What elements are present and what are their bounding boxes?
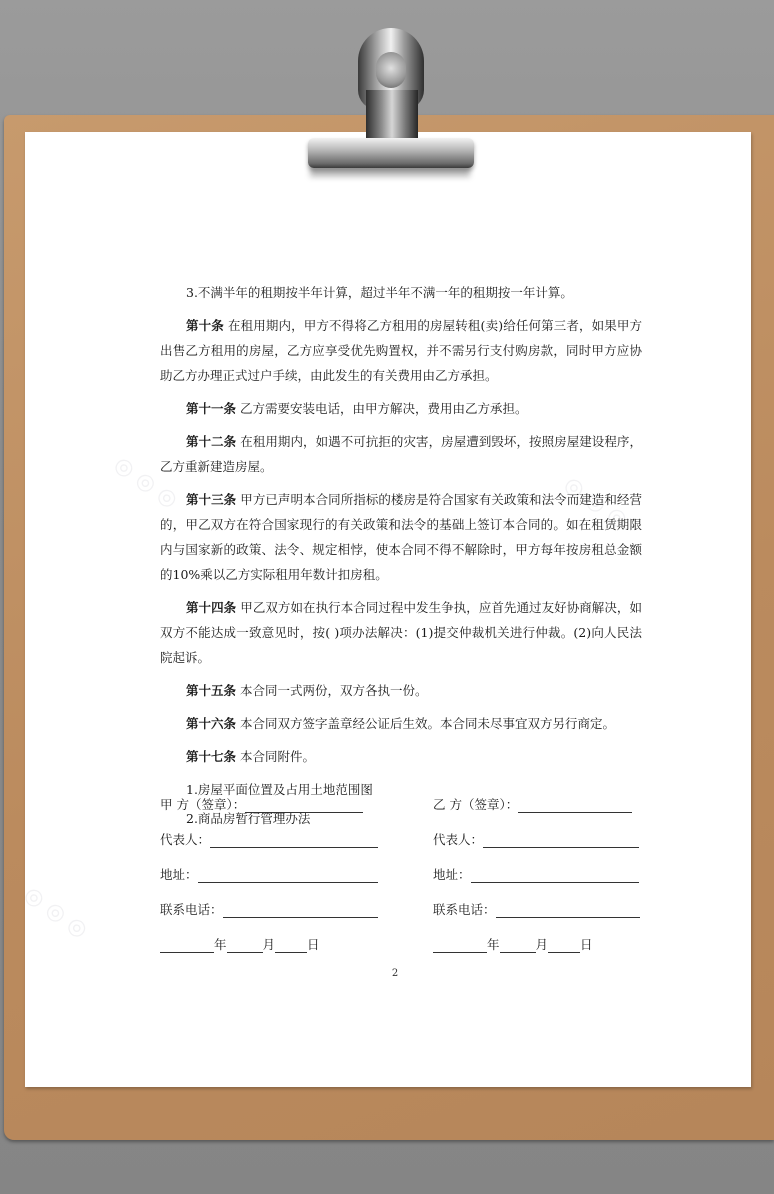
article-number: 第十五条 [186, 683, 237, 698]
party-b-representative: 代表人： [433, 830, 639, 850]
party-a-signature-line[interactable] [245, 796, 363, 813]
attachment-item: 1.房屋平面位置及占用土地范围图 [186, 782, 373, 797]
page-number: 2 [391, 968, 399, 979]
clause-paragraph: 第十条 在租用期内，甲方不得将乙方租用的房屋转租(卖)给任何第三者，如果甲方出售乙方租用的房屋，乙方应享受优先购置权，并不需另行支付购房款，同时甲方应协助乙方办理正式过户手续，由此发生的有关费用由乙方承担。 [160, 318, 642, 383]
date-day-line[interactable] [275, 936, 307, 953]
party-b-date: 年 月 日 [433, 935, 593, 955]
party-b-phone: 联系电话： [433, 900, 640, 920]
party-a-date: 年 月 日 [160, 935, 320, 955]
binder-clip-icon [300, 22, 480, 182]
date-month-line[interactable] [227, 936, 263, 953]
article-number: 第十一条 [186, 401, 237, 416]
clause-paragraph: 第十三条 甲方已声明本合同所指标的楼房是符合国家有关政策和法令而建造和经营的，甲乙双方在符合国家现行的有关政策和法令的基础上签订本合同的。如在租赁期限内与国家新的政策、法令、规定相悖，使本合同不得不解除时，甲方每年按房租总金额的10%乘以乙方实际租用年数计扣房租。 [160, 492, 642, 582]
watermark: ◎ ◎ ◎ [19, 881, 93, 944]
date-year-line[interactable] [160, 936, 214, 953]
date-day-line[interactable] [548, 936, 580, 953]
party-a-representative: 代表人： [160, 830, 378, 850]
clause-paragraph: 3.不满半年的租期按半年计算，超过半年不满一年的租期按一年计算。 [186, 285, 573, 300]
party-a-representative-line[interactable] [210, 831, 378, 848]
article-number: 第十三条 [186, 492, 237, 507]
party-b-address-line[interactable] [471, 866, 639, 883]
watermark: ◎ ◎ ◎ [109, 451, 183, 514]
party-b-signature-line[interactable] [518, 796, 632, 813]
contract-body [160, 280, 642, 835]
clause-paragraph: 第十二条 在租用期内，如遇不可抗拒的灾害，房屋遭到毁坏，按照房屋建设程序，乙方重新建造房屋。 [160, 434, 642, 474]
article-number: 第十六条 [186, 716, 237, 731]
article-number: 第十条 [186, 318, 224, 333]
clause-paragraph: 第十一条 乙方需要安装电话，由甲方解决，费用由乙方承担。 [186, 401, 528, 416]
attachment-item: 2.商品房暂行管理办法 [186, 811, 311, 826]
clause-paragraph: 第十四条 甲乙双方如在执行本合同过程中发生争执，应首先通过友好协商解决，如双方不能达成一致意见时，按( )项办法解决：(1)提交仲裁机关进行仲裁。(2)向人民法院起诉。 [160, 600, 642, 665]
date-month-line[interactable] [500, 936, 536, 953]
party-b-address: 地址： [433, 865, 639, 885]
party-b-signature: 乙 方（签章）： [433, 795, 632, 815]
clause-paragraph: 第十七条 本合同附件。 [186, 749, 316, 764]
party-a-signature: 甲 方（签章）： [160, 795, 363, 815]
party-b-representative-line[interactable] [483, 831, 639, 848]
clause-paragraph: 第十五条 本合同一式两份，双方各执一份。 [186, 683, 428, 698]
watermark: ◎ ◎ ◎ [559, 471, 633, 534]
party-b-phone-line[interactable] [496, 901, 640, 918]
party-a-address: 地址： [160, 865, 378, 885]
article-number: 第十四条 [186, 600, 237, 615]
clause-paragraph: 第十六条 本合同双方签字盖章经公证后生效。本合同未尽事宜双方另行商定。 [186, 716, 616, 731]
article-number: 第十二条 [186, 434, 237, 449]
party-a-phone-line[interactable] [223, 901, 378, 918]
party-a-phone: 联系电话： [160, 900, 378, 920]
date-year-line[interactable] [433, 936, 487, 953]
article-number: 第十七条 [186, 749, 237, 764]
party-a-address-line[interactable] [198, 866, 378, 883]
